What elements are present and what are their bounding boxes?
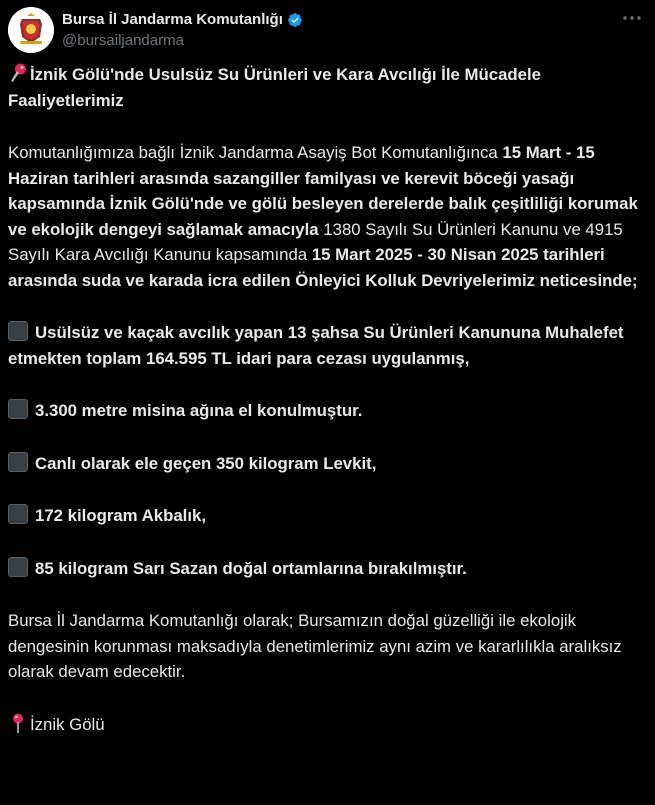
bullet-item (8, 398, 648, 424)
intro-seg-1: 15 Mart - 15 Haziran tarihleri arasında sazangiller familyası ve kerevit böceği yasağı kapsamında İznik Gölü'nde ve gölü besleyen derelerde balık çeşitliliği korumak ve ekolojik dengeyi sağlamak amacıyla (8, 143, 638, 239)
bullet-text-2: Canlı olarak ele geçen 350 kilogram Levkit, (35, 453, 377, 473)
bullet-item (8, 503, 648, 529)
bullet-item (8, 451, 648, 477)
post-header (8, 6, 645, 56)
pushpin-icon (8, 62, 28, 84)
intro-seg-2: 1380 Sayılı Su Ürünleri Kanunu ve 4915 Sayılı Kara Avcılığı Kanunu kapsamında (8, 219, 623, 264)
post-location[interactable]: İznik Gölü (30, 714, 105, 734)
spacer (8, 685, 648, 712)
round-pin-icon (8, 712, 28, 734)
gendarmerie-emblem-icon (8, 7, 54, 53)
bullet-item (8, 320, 648, 371)
account-handle[interactable]: @bursailjandarma (62, 32, 184, 49)
spacer (8, 371, 648, 398)
intro-seg-3: 15 Mart 2025 - 30 Nisan 2025 tarihleri arasında suda ve karada icra edilen Önleyici Kolluk Devriyelerimiz neticesinde; (8, 245, 638, 290)
black-square-icon (8, 399, 28, 419)
bullet-text-3: 172 kilogram Akbalık, (35, 506, 206, 525)
post-closing: Bursa İl Jandarma Komutanlığı olarak; Bursamızın doğal güzelliği ile ekolojik dengesinin korunması maksadıyla denetimlerimiz aynı azim ve kararlılıkla aralıksız olarak devam edecektir. (8, 611, 622, 681)
black-square-icon (8, 452, 28, 472)
avatar[interactable] (8, 7, 54, 53)
black-square-icon (8, 557, 28, 577)
more-options-icon[interactable] (621, 10, 643, 26)
post-title: İznik Gölü'nde Usulsüz Su Ürünleri ve Kara Avcılığı İle Mücadele Faaliyetlerimiz (8, 65, 541, 110)
black-square-icon (8, 504, 28, 524)
post-body (8, 62, 648, 737)
spacer (8, 581, 648, 608)
bullet-text-4: 85 kilogram Sarı Sazan doğal ortamlarına bırakılmıştır. (35, 558, 467, 578)
spacer (8, 293, 648, 320)
post-title-line (8, 62, 648, 113)
post-location-line (8, 712, 648, 738)
verified-badge-icon (287, 12, 303, 28)
bullet-text-0: Usülsüz ve kaçak avcılık yapan 13 şahsa Su Ürünleri Kanununa Muhalefet etmekten toplam 164.595 TL idari para cezası uygulanmış, (8, 323, 624, 368)
black-square-icon (8, 321, 28, 341)
spacer (8, 476, 648, 503)
intro-seg-0: Komutanlığımıza bağlı İznik Jandarma Asayiş Bot Komutanlığınca (8, 143, 503, 162)
bullet-text-1: 3.300 metre misina ağına el konulmuştur. (35, 401, 363, 420)
spacer (8, 529, 648, 556)
name-row (62, 11, 303, 28)
bullet-item (8, 556, 648, 582)
account-name[interactable]: Bursa İl Jandarma Komutanlığı (62, 11, 283, 28)
spacer (8, 424, 648, 451)
post-intro (8, 140, 648, 293)
spacer (8, 113, 648, 140)
